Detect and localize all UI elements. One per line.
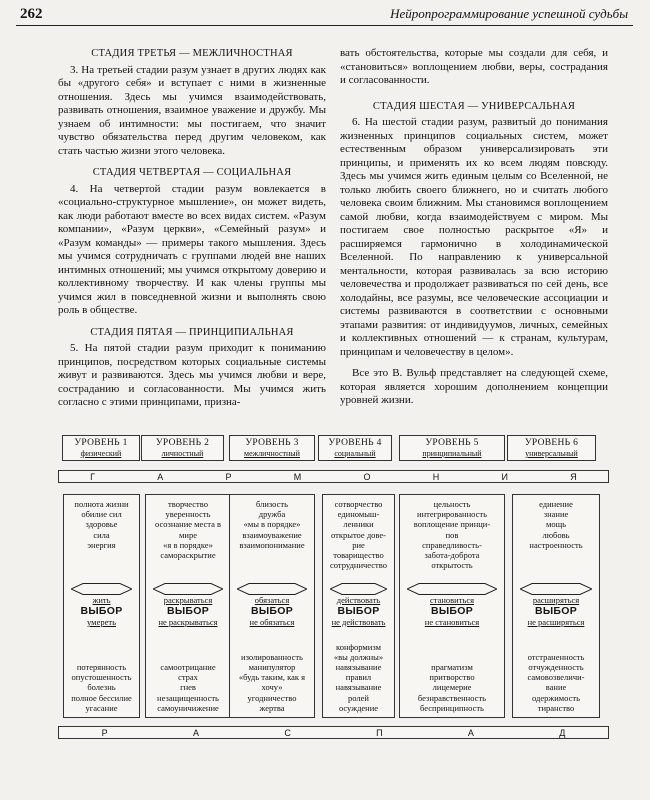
negative-item: гнев bbox=[180, 682, 196, 693]
running-header: Нейропрограммирование успешной судьбы bbox=[390, 6, 628, 21]
positive-qualities bbox=[146, 499, 230, 560]
choice-arrow-icon bbox=[237, 583, 307, 595]
choice-up-label: раскрываться bbox=[163, 595, 213, 605]
negative-item: изолированность bbox=[241, 651, 303, 662]
choice-down-label: не раскрываться bbox=[158, 617, 218, 627]
positive-qualities bbox=[513, 499, 599, 550]
choice-block bbox=[230, 583, 314, 627]
negative-item: опустошенность bbox=[71, 672, 132, 683]
positive-item: здоровье bbox=[85, 519, 118, 530]
choice-block bbox=[146, 583, 230, 627]
harmony-letter: Г bbox=[90, 471, 95, 482]
positive-item: полнота жизни bbox=[74, 499, 129, 509]
positive-item: мире bbox=[179, 529, 197, 540]
positive-item: единомыш- bbox=[337, 509, 380, 520]
page-number: 262 bbox=[20, 6, 43, 22]
negative-item: страх bbox=[178, 672, 198, 683]
positive-qualities bbox=[64, 499, 139, 550]
choice-label: ВЫБОР bbox=[534, 605, 578, 617]
positive-item: уверенность bbox=[165, 509, 211, 520]
level-header-6 bbox=[507, 435, 596, 461]
positive-qualities bbox=[230, 499, 314, 550]
negative-item: притворство bbox=[429, 672, 475, 683]
choice-arrow-icon bbox=[71, 583, 132, 595]
harmony-letter: Н bbox=[432, 471, 440, 482]
positive-item: энергия bbox=[87, 539, 116, 550]
positive-item: товарищество bbox=[333, 550, 384, 561]
positive-item: любовь bbox=[542, 529, 570, 540]
positive-item: открытость bbox=[431, 560, 473, 571]
negative-item: вание bbox=[545, 682, 567, 693]
level-subtitle: межличностный bbox=[244, 449, 300, 458]
negative-qualities bbox=[513, 652, 599, 713]
left-column bbox=[58, 47, 326, 410]
negative-item: ролей bbox=[348, 692, 369, 703]
choice-label: ВЫБОР bbox=[166, 605, 210, 617]
negative-item: манипулятор bbox=[248, 661, 296, 672]
level-column-5 bbox=[399, 494, 505, 718]
negative-item: отчужденность bbox=[528, 661, 584, 672]
decay-letter: Р bbox=[101, 727, 108, 738]
negative-item: «вы должны» bbox=[333, 651, 384, 662]
harmony-band bbox=[58, 470, 609, 483]
negative-item: самоотрицание bbox=[160, 661, 216, 672]
negative-item: угасание bbox=[85, 702, 118, 713]
level-header-5 bbox=[399, 435, 505, 461]
level-title: УРОВЕНЬ 1 bbox=[74, 438, 128, 448]
level-subtitle: личностный bbox=[161, 449, 204, 458]
positive-item: открытое дове- bbox=[331, 529, 386, 540]
positive-qualities bbox=[400, 499, 504, 570]
paragraph-stage-6: 6. На шестой стадии разум, развитый до понимания жизненных принципов социальных систем, может естественным образом универсализировать эти принципы, и применять их ко всем людям повсюду. Здесь мы учимся жить единым целым со Вселенной, не только любить своего ближнего, но и считать любого человека своим ближним. Мы становимся воплощением самой любви, когда взаимодействуем с миром. Мы постигаем свое полностью раскрытое «Я» и расширяемся гармонично в холодинамической Вселенной. По направлению к универсальной ментальности, которая развивалась за всю историю человечества и продолжает развиваться по сей день, все холодайны, все разумы, все человеческие ассоциации и системы развиваются в соответствии с основными этапами развития: от индивидуумов, личных, семейных и коллективных отношений — к странам, культурам, принципам и человечеству в целом». bbox=[340, 116, 608, 358]
choice-block bbox=[513, 583, 599, 627]
decay-band bbox=[58, 726, 609, 739]
level-header-4 bbox=[318, 435, 392, 461]
negative-item: угодничество bbox=[247, 692, 297, 703]
harmony-letter: И bbox=[501, 471, 509, 482]
negative-item: самоуничижение bbox=[157, 702, 219, 713]
level-column-4 bbox=[322, 494, 395, 718]
choice-block bbox=[323, 583, 394, 627]
negative-qualities bbox=[230, 652, 314, 713]
positive-item: цельность bbox=[433, 499, 471, 509]
positive-item: самораскрытие bbox=[160, 550, 216, 561]
level-title: УРОВЕНЬ 6 bbox=[524, 438, 579, 448]
choice-up-label: обязаться bbox=[254, 595, 290, 605]
negative-item: «будь таким, как я bbox=[238, 672, 306, 683]
level-column-3 bbox=[229, 494, 315, 718]
level-subtitle: принципиальный bbox=[422, 449, 482, 458]
level-title: УРОВЕНЬ 5 bbox=[425, 438, 479, 448]
positive-item: единение bbox=[539, 499, 573, 509]
choice-label: ВЫБОР bbox=[80, 605, 123, 617]
positive-item: «я в порядке» bbox=[163, 539, 213, 550]
header-rule bbox=[16, 25, 633, 26]
negative-item: навязывание bbox=[335, 682, 382, 693]
level-header-3 bbox=[229, 435, 315, 461]
negative-item: потерянность bbox=[76, 661, 127, 672]
positive-qualities bbox=[323, 499, 394, 570]
choice-down-label: не обязаться bbox=[249, 617, 295, 627]
positive-item: близость bbox=[255, 499, 289, 509]
negative-item: полное бессилие bbox=[71, 692, 132, 703]
paragraph-stage-5: 5. На пятой стадии разум приходит к пониманию принципов, посредством которых социальные системы живут и развиваются. Здесь мы учимся любви и вере, состраданию и согласованности. Мы учимся жить согласно с этими принципами, призна- bbox=[58, 342, 326, 408]
negative-qualities bbox=[64, 662, 139, 713]
negative-item: лицемерие bbox=[432, 682, 472, 693]
negative-item: самовозвеличи- bbox=[527, 672, 585, 683]
heading-stage-4: СТАДИЯ ЧЕТВЕРТАЯ — СОЦИАЛЬНАЯ bbox=[92, 167, 292, 178]
positive-item: настроенность bbox=[529, 539, 583, 550]
positive-item: осознание места в bbox=[154, 519, 222, 530]
positive-item: «мы в порядке» bbox=[243, 519, 301, 530]
level-subtitle: универсальный bbox=[525, 449, 578, 458]
negative-item: беспринципность bbox=[420, 702, 484, 713]
level-title: УРОВЕНЬ 4 bbox=[328, 438, 382, 448]
level-column-1 bbox=[63, 494, 140, 718]
paragraph-stage-3: 3. На третьей стадии разум узнает в других людях как бы «другого себя» и вступает с ними в жизненные отношения. Здесь мы учимся взаимодействовать, развивать отношения, взаимное уважение и дружбу. Мы узнаем об интимности: мы постигаем, что значит чувство обязательства перед другим человеком, как стать частью жизни этого человека. bbox=[58, 63, 326, 157]
decay-letter: А bbox=[467, 727, 474, 738]
positive-item: творчество bbox=[168, 499, 208, 509]
level-column-2 bbox=[145, 494, 231, 718]
choice-label: ВЫБОР bbox=[337, 605, 380, 617]
choice-down-label: не действовать bbox=[331, 617, 386, 627]
positive-item: воплощение принци- bbox=[413, 519, 491, 530]
paragraph-stage-4: 4. На четвертой стадии разум вовлекается в «социально-структурное мышление», он может видеть, как люди работают вместе во всех видах систем. «Разум компании», «Разум церкви», «Семейный разум» и «Разум команды» — примеры такого мышления. Здесь мы учимся сотрудничать с группами людей вне наших интимных отношений; мы учимся открытому доверию и коллективному творчеству. И как члены группы мы учимся жил в повседневной жизни и выполнять свою роль в обществе. bbox=[58, 182, 326, 316]
heading-stage-6: СТАДИЯ ШЕСТАЯ — УНИВЕРСАЛЬНАЯ bbox=[372, 100, 576, 112]
choice-down-label: умереть bbox=[87, 617, 116, 627]
heading-stage-3: СТАДИЯ ТРЕТЬЯ — МЕЖЛИЧНОСТНАЯ bbox=[91, 48, 293, 59]
positive-item: взаимоуважение bbox=[242, 529, 302, 540]
level-title: УРОВЕНЬ 3 bbox=[245, 438, 299, 448]
negative-item: конформизм bbox=[336, 641, 381, 652]
negative-item: хочу» bbox=[261, 682, 283, 693]
harmony-letter: Р bbox=[225, 471, 232, 482]
negative-item: болезнь bbox=[87, 682, 116, 693]
positive-item: забота-доброта bbox=[424, 550, 480, 561]
harmony-letter: Я bbox=[570, 471, 577, 482]
decay-letter: Д bbox=[559, 727, 566, 738]
level-column-6 bbox=[512, 494, 600, 718]
positive-item: обилие сил bbox=[81, 509, 122, 520]
negative-item: навязывание bbox=[335, 661, 382, 672]
choice-arrow-icon bbox=[330, 583, 387, 595]
negative-item: безнравственность bbox=[417, 692, 487, 703]
positive-item: сотворчество bbox=[334, 499, 383, 509]
right-column bbox=[340, 47, 608, 408]
negative-item: незащищенность bbox=[157, 692, 219, 703]
level-header-1 bbox=[62, 435, 140, 461]
negative-item: отстраненность bbox=[527, 651, 585, 662]
choice-block bbox=[400, 583, 504, 627]
decay-letter: С bbox=[284, 727, 291, 738]
heading-stage-5: СТАДИЯ ПЯТАЯ — ПРИНЦИПИАЛЬНАЯ bbox=[90, 326, 294, 338]
choice-up-label: становиться bbox=[430, 595, 474, 605]
choice-up-label: действовать bbox=[336, 595, 381, 605]
choice-up-label: расширяться bbox=[532, 595, 580, 605]
positive-item: мощь bbox=[545, 519, 567, 530]
positive-item: интегрированность bbox=[417, 509, 487, 520]
negative-qualities bbox=[146, 662, 230, 713]
choice-label: ВЫБОР bbox=[430, 605, 474, 617]
positive-item: справедливость- bbox=[422, 539, 482, 550]
harmony-letter: М bbox=[293, 471, 302, 482]
choice-arrow-icon bbox=[520, 583, 592, 595]
choice-arrow-icon bbox=[153, 583, 223, 595]
choice-label: ВЫБОР bbox=[250, 605, 294, 617]
positive-item: пов bbox=[445, 529, 459, 540]
decay-letter: П bbox=[376, 727, 383, 738]
positive-item: дружба bbox=[258, 509, 286, 520]
level-subtitle: физический bbox=[80, 449, 122, 458]
choice-block bbox=[64, 583, 139, 627]
positive-item: знание bbox=[543, 509, 569, 520]
negative-item: одержимость bbox=[532, 692, 580, 703]
decay-letter: А bbox=[192, 727, 199, 738]
level-header-2 bbox=[141, 435, 224, 461]
choice-arrow-icon bbox=[407, 583, 497, 595]
harmony-letter: А bbox=[157, 471, 164, 482]
positive-item: ленники bbox=[343, 519, 374, 530]
negative-item: прагматизм bbox=[431, 661, 473, 672]
choice-down-label: не становиться bbox=[424, 617, 480, 627]
negative-item: правил bbox=[345, 672, 372, 683]
paragraph-scheme-intro: Все это В. Вульф представляет на следующей схеме, которая является хорошим дополнением концепции уровней жизни. bbox=[340, 367, 608, 406]
negative-qualities bbox=[323, 642, 394, 713]
level-subtitle: социальный bbox=[334, 449, 376, 458]
choice-up-label: жить bbox=[92, 595, 111, 605]
level-title: УРОВЕНЬ 2 bbox=[155, 438, 210, 448]
choice-down-label: не расширяться bbox=[527, 617, 585, 627]
paragraph-stage-5-continued: вать обстоятельства, которые мы создали для себя, и «становиться» воплощением любви, веры, сострадания и согласованности. bbox=[340, 47, 608, 86]
negative-item: осуждение bbox=[338, 702, 379, 713]
positive-item: рие bbox=[352, 539, 365, 550]
negative-item: тиранство bbox=[537, 702, 575, 713]
harmony-letter: О bbox=[363, 471, 371, 482]
positive-item: сотрудничество bbox=[330, 560, 387, 571]
positive-item: сила bbox=[93, 529, 110, 540]
negative-item: жертва bbox=[259, 702, 285, 713]
negative-qualities bbox=[400, 662, 504, 713]
positive-item: взаимопонимание bbox=[239, 539, 305, 550]
